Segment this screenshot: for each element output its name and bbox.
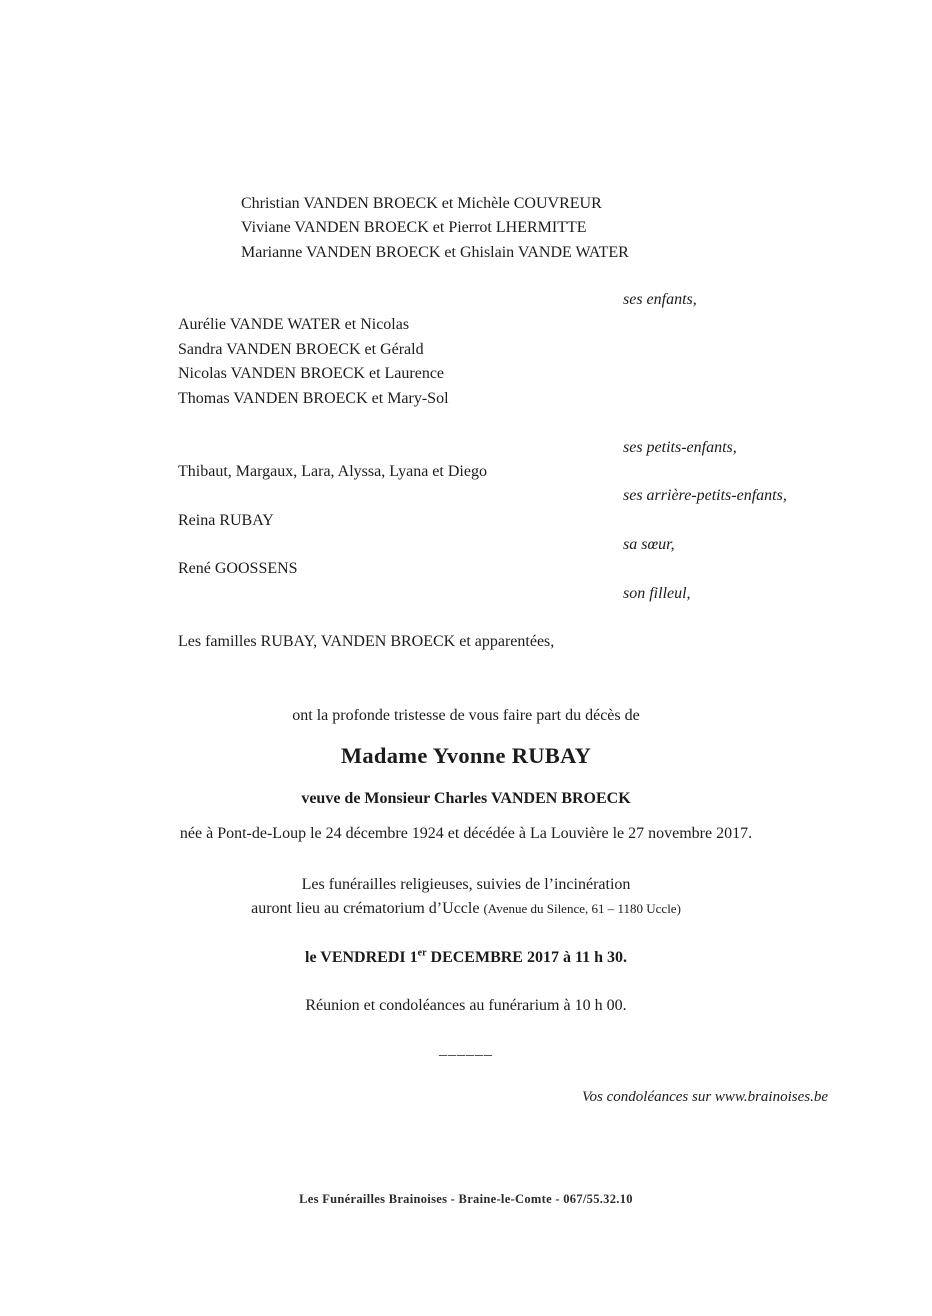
funeral-line-2 [0,899,932,918]
families-line: Les familles RUBAY, VANDEN BROECK et apparentées, [178,633,555,650]
ceremony-date-prefix: le VENDREDI 1 [305,949,418,966]
reunion-line: Réunion et condoléances au funérarium à 10 h 00. [305,997,627,1014]
ceremony-date-superscript: er [417,947,427,959]
grandchild-name-line: Thomas VANDEN BROECK et Mary-Sol [178,390,449,407]
deceased-name: Madame Yvonne RUBAY [340,743,592,768]
announcement-line: ont la profonde tristesse de vous faire part du décès de [292,707,640,724]
relation-label-grandchildren: ses petits-enfants, [623,439,737,456]
ceremony-date-suffix: DECEMBRE 2017 à 11 h 30. [426,949,627,966]
funeral-line-2-main: auront lieu au crématorium d’Uccle [251,900,480,917]
ceremony-date-line [0,948,932,967]
funeral-line-1: Les funérailles religieuses, suivies de l’incinération [301,876,631,893]
child-name-line: Christian VANDEN BROECK et Michèle COUVREUR [241,195,602,212]
footer-line: Les Funérailles Brainoises - Braine-le-Comte - 067/55.32.10 [299,1192,633,1206]
relation-label-sister: sa sœur, [623,536,675,553]
relation-label-great-grandchildren: ses arrière-petits-enfants, [623,487,787,504]
grandchild-name-line: Aurélie VANDE WATER et Nicolas [178,316,410,333]
great-grandchildren-names: Thibaut, Margaux, Lara, Alyssa, Lyana et Diego [178,463,487,480]
child-name-line: Viviane VANDEN BROECK et Pierrot LHERMITTE [241,219,587,236]
child-name-line: Marianne VANDEN BROECK et Ghislain VANDE WATER [241,244,629,261]
relation-label-godson: son filleul, [623,585,691,602]
separator: ______ [439,1041,493,1058]
sister-name: Reina RUBAY [178,512,274,529]
birth-death-line: née à Pont-de-Loup le 24 décembre 1924 et décédée à La Louvière le 27 novembre 2017. [179,825,753,842]
condolences-note: Vos condoléances sur www.brainoises.be [582,1089,828,1105]
funeral-address-detail: (Avenue du Silence, 61 – 1180 Uccle) [483,901,681,916]
widow-line: veuve de Monsieur Charles VANDEN BROECK [301,790,631,807]
relation-label-children: ses enfants, [623,291,697,308]
grandchild-name-line: Sandra VANDEN BROECK et Gérald [178,341,424,358]
grandchild-name-line: Nicolas VANDEN BROECK et Laurence [178,365,445,382]
godson-name: René GOOSSENS [178,560,298,577]
